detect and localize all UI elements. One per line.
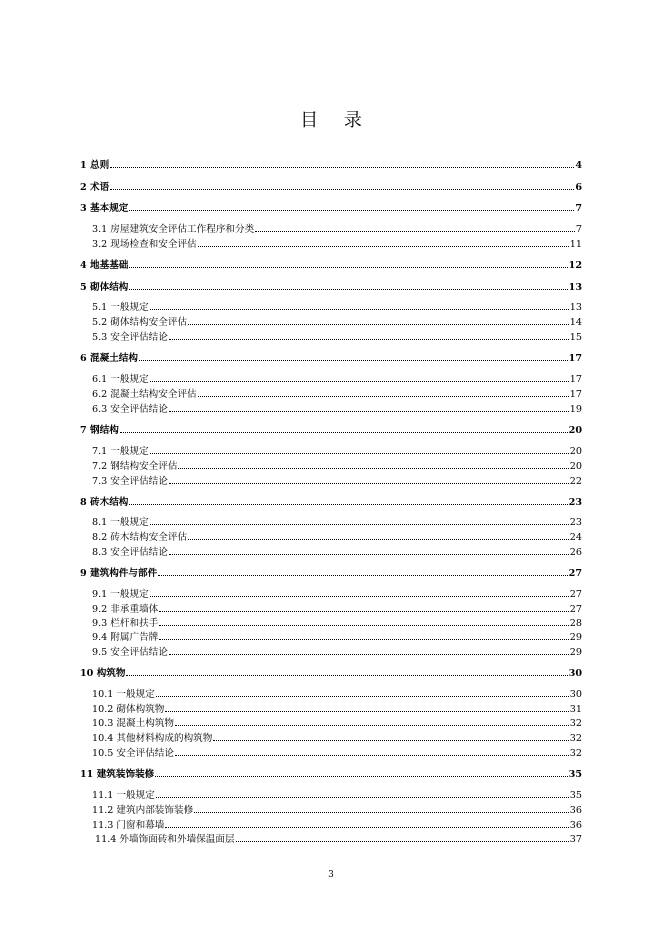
toc-entry-label: 5.2 砌体结构安全评估 <box>92 317 188 328</box>
toc-entry-label: 9.5 安全评估结论 <box>92 647 168 658</box>
toc-entry-label: 9.1 一般规定 <box>92 589 149 600</box>
toc-dot-leader <box>159 610 569 612</box>
toc-dot-leader <box>156 796 569 798</box>
toc-entry-label: 1 总则 <box>80 160 110 171</box>
toc-chapter-entry[interactable] <box>80 494 582 508</box>
toc-dot-leader <box>158 574 567 576</box>
toc-entry-page: 11 <box>569 239 582 250</box>
toc-dot-leader <box>255 230 575 232</box>
toc-entry-label: 9 建筑构件与部件 <box>80 568 158 579</box>
toc-entry-page: 35 <box>568 769 582 780</box>
toc-entry-page: 22 <box>569 476 582 487</box>
toc-entry-page: 23 <box>568 497 582 508</box>
toc-dot-leader <box>169 410 569 412</box>
toc-dot-leader <box>188 323 569 325</box>
toc-section-entry[interactable] <box>92 401 582 415</box>
toc-section-entry[interactable] <box>92 817 582 831</box>
toc-dot-leader <box>165 710 568 712</box>
toc-dot-leader <box>165 826 568 828</box>
toc-section-entry[interactable] <box>92 615 582 629</box>
toc-entry-page: 17 <box>569 389 582 400</box>
toc-entry-page: 26 <box>569 547 582 558</box>
toc-entry-label: 9.2 非承重墙体 <box>92 604 159 615</box>
toc-section-entry[interactable] <box>92 529 582 543</box>
toc-section-entry[interactable] <box>92 629 582 643</box>
toc-chapter-entry[interactable] <box>80 257 582 271</box>
toc-dot-leader <box>169 482 569 484</box>
toc-section-entry[interactable] <box>92 314 582 328</box>
toc-entry-label: 11.1 一般规定 <box>92 790 155 801</box>
toc-entry-page: 36 <box>569 820 582 831</box>
toc-section-entry[interactable] <box>92 371 582 385</box>
toc-entry-label: 11.3 门窗和幕墙 <box>92 820 165 831</box>
toc-chapter-entry[interactable] <box>80 200 582 214</box>
toc-entry-page: 29 <box>569 647 582 658</box>
toc-entry-page: 4 <box>575 160 582 171</box>
toc-entry-label: 11.2 建筑内部装饰装修 <box>92 805 194 816</box>
toc-dot-leader <box>159 624 569 626</box>
toc-entry-page: 6 <box>575 182 582 193</box>
toc-entry-page: 20 <box>568 425 582 436</box>
toc-entry-page: 12 <box>568 260 582 271</box>
toc-dot-leader <box>150 452 569 454</box>
toc-entry-label: 5.3 安全评估结论 <box>92 332 168 343</box>
toc-entry-label: 4 地基基础 <box>80 260 129 271</box>
toc-dot-leader <box>169 338 569 340</box>
toc-section-entry[interactable] <box>92 221 582 235</box>
toc-dot-leader <box>194 811 569 813</box>
toc-entry-page: 30 <box>569 689 582 700</box>
toc-entry-page: 23 <box>569 517 582 528</box>
toc-dot-leader <box>188 538 569 540</box>
toc-chapter-entry[interactable] <box>80 565 582 579</box>
toc-entry-label: 8.2 砖木结构安全评估 <box>92 532 188 543</box>
toc-dot-leader <box>110 166 574 168</box>
toc-section-entry[interactable] <box>92 601 582 615</box>
toc-entry-label: 9.4 附属广告牌 <box>92 632 159 643</box>
toc-entry-page: 27 <box>569 604 582 615</box>
toc-entry-label: 5 砌体结构 <box>80 282 129 293</box>
toc-dot-leader <box>110 188 574 190</box>
toc-section-entry[interactable] <box>92 787 582 801</box>
toc-dot-leader <box>213 739 568 741</box>
toc-entry-page: 32 <box>569 733 582 744</box>
toc-chapter-entry[interactable] <box>80 766 582 780</box>
toc-entry-label: 8 砖木结构 <box>80 497 129 508</box>
toc-section-entry[interactable] <box>92 236 582 250</box>
toc-dot-leader <box>120 431 568 433</box>
toc-entry-label: 8.1 一般规定 <box>92 517 149 528</box>
toc-entry-page: 14 <box>569 317 582 328</box>
toc-dot-leader <box>169 553 569 555</box>
toc-chapter-entry[interactable] <box>80 665 582 679</box>
toc-chapter-entry[interactable] <box>80 157 582 171</box>
toc-entry-page: 13 <box>568 282 582 293</box>
toc-dot-leader <box>156 695 569 697</box>
toc-chapter-entry[interactable] <box>80 279 582 293</box>
toc-entry-label: 7.2 钢结构安全评估 <box>92 461 178 472</box>
toc-entry-label: 7.3 安全评估结论 <box>92 476 168 487</box>
toc-section-entry[interactable] <box>92 473 582 487</box>
toc-entry-page: 13 <box>569 302 582 313</box>
toc-entry-page: 28 <box>569 618 582 629</box>
toc-section-entry[interactable] <box>92 299 582 313</box>
toc-dot-leader <box>139 359 568 361</box>
toc-entry-page: 35 <box>569 790 582 801</box>
toc-dot-leader <box>129 503 567 505</box>
toc-entry-page: 7 <box>575 224 582 235</box>
toc-dot-leader <box>129 288 567 290</box>
toc-section-entry[interactable] <box>92 386 582 400</box>
toc-dot-leader <box>129 266 567 268</box>
page-title: 目 录 <box>300 110 372 131</box>
toc-entry-label: 6 混凝土结构 <box>80 353 138 364</box>
toc-entry-label: 3 基本规定 <box>80 203 129 214</box>
toc-section-entry[interactable] <box>92 715 582 729</box>
toc-dot-leader <box>159 638 569 640</box>
toc-entry-page: 19 <box>569 404 582 415</box>
toc-entry-page: 24 <box>569 532 582 543</box>
toc-dot-leader <box>175 724 569 726</box>
toc-entry-label: 2 术语 <box>80 182 110 193</box>
toc-entry-page: 27 <box>569 589 582 600</box>
toc-entry-page: 36 <box>569 805 582 816</box>
toc-entry-page: 20 <box>569 461 582 472</box>
toc-entry-page: 20 <box>569 446 582 457</box>
toc-dot-leader <box>129 209 574 211</box>
toc-entry-label: 6.1 一般规定 <box>92 374 149 385</box>
toc-dot-leader <box>155 775 567 777</box>
toc-entry-page: 27 <box>568 568 582 579</box>
toc-entry-page: 17 <box>568 353 582 364</box>
toc-entry-label: 10 构筑物 <box>80 668 126 679</box>
toc-entry-page: 30 <box>568 668 582 679</box>
toc-entry-label: 7.1 一般规定 <box>92 446 149 457</box>
toc-entry-label: 10.4 其他材料构成的构筑物 <box>92 733 213 744</box>
toc-section-entry[interactable] <box>92 443 582 457</box>
toc-entry-label: 3.1 房屋建筑安全评估工作程序和分类 <box>92 224 255 235</box>
toc-dot-leader <box>198 395 569 397</box>
toc-dot-leader <box>150 308 569 310</box>
toc-dot-leader <box>236 840 569 842</box>
toc-entry-page: 31 <box>569 704 582 715</box>
toc-section-entry[interactable] <box>92 544 582 558</box>
toc-entry-page: 32 <box>569 718 582 729</box>
toc-entry-label: 11 建筑装饰装修 <box>80 769 155 780</box>
toc-entry-page: 29 <box>569 632 582 643</box>
toc-dot-leader <box>150 523 569 525</box>
toc-entry-label: 6.3 安全评估结论 <box>92 404 168 415</box>
toc-entry-page: 17 <box>569 374 582 385</box>
toc-dot-leader <box>169 653 569 655</box>
toc-entry-label: 9.3 栏杆和扶手 <box>92 618 159 629</box>
toc-entry-label: 5.1 一般规定 <box>92 302 149 313</box>
toc-section-entry[interactable] <box>92 745 582 759</box>
toc-section-entry[interactable] <box>95 831 582 845</box>
toc-section-entry[interactable] <box>92 730 582 744</box>
toc-entry-page: 32 <box>569 748 582 759</box>
toc-entry-page: 37 <box>569 834 582 845</box>
toc-chapter-entry[interactable] <box>80 422 582 436</box>
toc-entry-label: 10.3 混凝土构筑物 <box>92 718 174 729</box>
toc-dot-leader <box>198 245 569 247</box>
toc-chapter-entry[interactable] <box>80 350 582 364</box>
toc-section-entry[interactable] <box>92 802 582 816</box>
toc-section-entry[interactable] <box>92 514 582 528</box>
page-number: 3 <box>328 870 334 880</box>
toc-section-entry[interactable] <box>92 644 582 658</box>
toc-chapter-entry[interactable] <box>80 179 582 193</box>
toc-entry-label: 7 钢结构 <box>80 425 119 436</box>
toc-entry-label: 10.1 一般规定 <box>92 689 155 700</box>
toc-dot-leader <box>175 754 569 756</box>
toc-section-entry[interactable] <box>92 329 582 343</box>
toc-section-entry[interactable] <box>92 586 582 600</box>
toc-dot-leader <box>150 595 569 597</box>
toc-section-entry[interactable] <box>92 686 582 700</box>
toc-dot-leader <box>126 674 567 676</box>
toc-entry-label: 10.5 安全评估结论 <box>92 748 174 759</box>
toc-section-entry[interactable] <box>92 458 582 472</box>
toc-entry-label: 10.2 砌体构筑物 <box>92 704 165 715</box>
toc-entry-page: 15 <box>569 332 582 343</box>
toc-entry-label: 11.4 外墙饰面砖和外墙保温面层 <box>95 834 235 845</box>
toc-entry-label: 6.2 混凝土结构安全评估 <box>92 389 197 400</box>
toc-section-entry[interactable] <box>92 701 582 715</box>
toc-entry-page: 7 <box>575 203 582 214</box>
toc-entry-label: 3.2 现场检查和安全评估 <box>92 239 197 250</box>
toc-dot-leader <box>150 380 569 382</box>
toc-entry-label: 8.3 安全评估结论 <box>92 547 168 558</box>
toc-dot-leader <box>178 467 568 469</box>
